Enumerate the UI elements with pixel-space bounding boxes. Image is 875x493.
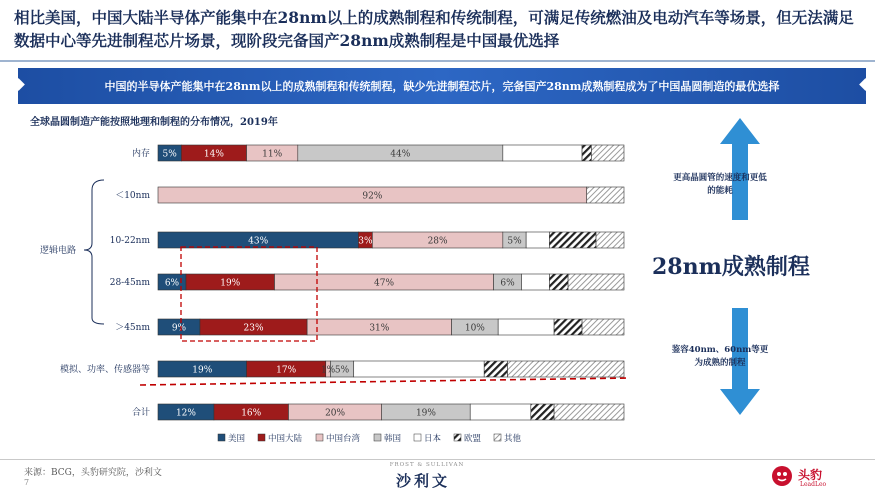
leopard-logo-icon: [770, 464, 794, 488]
legend-swatch: [218, 434, 225, 441]
legend-label: 日本: [424, 434, 442, 444]
data-label: 47%: [374, 278, 395, 289]
data-label: 19%: [192, 365, 213, 376]
bar-segment: [596, 232, 624, 248]
category-label: 28-45nm: [109, 278, 150, 288]
legend-label: 中国台湾: [326, 434, 361, 444]
data-label: 92%: [362, 191, 383, 202]
chart-title: 全球晶圆制造产能按照地理和制程的分布情况，2019年: [30, 117, 278, 128]
mature-compat-note: 鉴容40nm、60nm等更为成熟的制程: [671, 345, 769, 368]
data-label: 23%: [243, 323, 264, 334]
bar-segment: [484, 361, 507, 377]
legend-label: 其他: [504, 434, 522, 444]
data-label: 43%: [248, 236, 269, 247]
brand-name: 沙利文: [396, 472, 451, 490]
category-label: 内存: [131, 149, 150, 159]
bar-segment: [498, 319, 554, 335]
bar-segment: [591, 145, 624, 161]
data-label: 6%: [164, 278, 180, 289]
mature-process-label: 28nm成熟制程: [652, 254, 810, 280]
category-label: ＜10nm: [115, 191, 150, 201]
bar-segment: [554, 319, 582, 335]
data-label: 44%: [390, 149, 411, 160]
group-label: 逻辑电路: [40, 246, 77, 256]
banner-text: 中国的半导体产能集中在28nm以上的成熟制程和传统制程，缺少先进制程芯片，完备国产28nm成熟制程成为了中国晶圆制造的最优选择: [104, 80, 780, 93]
legend-swatch: [414, 434, 421, 441]
data-label: 17%: [276, 365, 297, 376]
legend-label: 中国大陆: [268, 434, 303, 444]
data-label: 31%: [369, 323, 390, 334]
data-label: 12%: [175, 408, 196, 419]
legend-swatch: [374, 434, 381, 441]
page-number: 7: [24, 478, 30, 487]
legend-swatch: [316, 434, 323, 441]
category-label: ＞45nm: [115, 323, 150, 333]
data-label: 5%: [334, 365, 350, 376]
data-label: 11%: [262, 149, 283, 160]
separator-line: [140, 378, 630, 385]
bar-segment: [587, 187, 624, 203]
data-label: 28%: [427, 236, 448, 247]
footer-divider: [0, 459, 875, 460]
page-title: 相比美国，中国大陆半导体产能集中在28nm以上的成熟制程和传统制程，可满足传统燃油及电动汽车等场景，但无法满足数据中心等先进制程芯片场景，现阶段完备国产28nm成熟制程是中国最优选择: [14, 8, 854, 50]
bar-segment: [508, 361, 625, 377]
bar-segment: [503, 145, 582, 161]
data-label: 20%: [325, 408, 346, 419]
data-label: 14%: [203, 149, 224, 160]
bar-segment: [354, 361, 484, 377]
data-label: 3%: [358, 236, 373, 247]
category-label: 10-22nm: [109, 236, 150, 246]
group-brace: [84, 180, 104, 324]
legend-label: 美国: [228, 434, 246, 444]
bar-segment: [549, 274, 568, 290]
data-label: 5%: [162, 149, 177, 160]
legend-swatch: [258, 434, 265, 441]
logo-subtitle: LeadLeo: [800, 481, 827, 488]
bar-segment: [554, 404, 624, 420]
bar-segment: [470, 404, 531, 420]
category-label: 合计: [131, 408, 150, 418]
bar-segment: [582, 319, 624, 335]
bar-segment: [526, 232, 549, 248]
data-label: 5%: [507, 236, 522, 247]
legend-swatch: [494, 434, 501, 441]
legend-label: 韩国: [384, 434, 402, 444]
speed-energy-note: 更高晶圆管的速度和更低的能耗: [673, 173, 767, 196]
category-label: 模拟、功率、传感器等: [59, 365, 150, 375]
bar-segment: [549, 232, 596, 248]
data-label: 19%: [220, 278, 241, 289]
brand-subtitle: FROST & SULLIVAN: [389, 462, 465, 468]
data-label: 6%: [500, 278, 515, 289]
data-label: 9%: [171, 323, 187, 334]
source-note: 来源：BCG，头豹研究院，沙利文: [24, 468, 162, 478]
bar-segment: [531, 404, 554, 420]
data-label: 10%: [464, 323, 485, 334]
up-arrow-icon: [720, 118, 760, 220]
logo-text: 头豹: [798, 468, 823, 482]
data-label: 16%: [241, 408, 262, 419]
bar-segment: [582, 145, 591, 161]
legend-label: 欧盟: [464, 434, 482, 444]
bar-segment: [568, 274, 624, 290]
data-label: 1%: [320, 365, 336, 376]
legend-swatch: [454, 434, 461, 441]
data-label: 19%: [415, 408, 436, 419]
bar-segment: [521, 274, 549, 290]
